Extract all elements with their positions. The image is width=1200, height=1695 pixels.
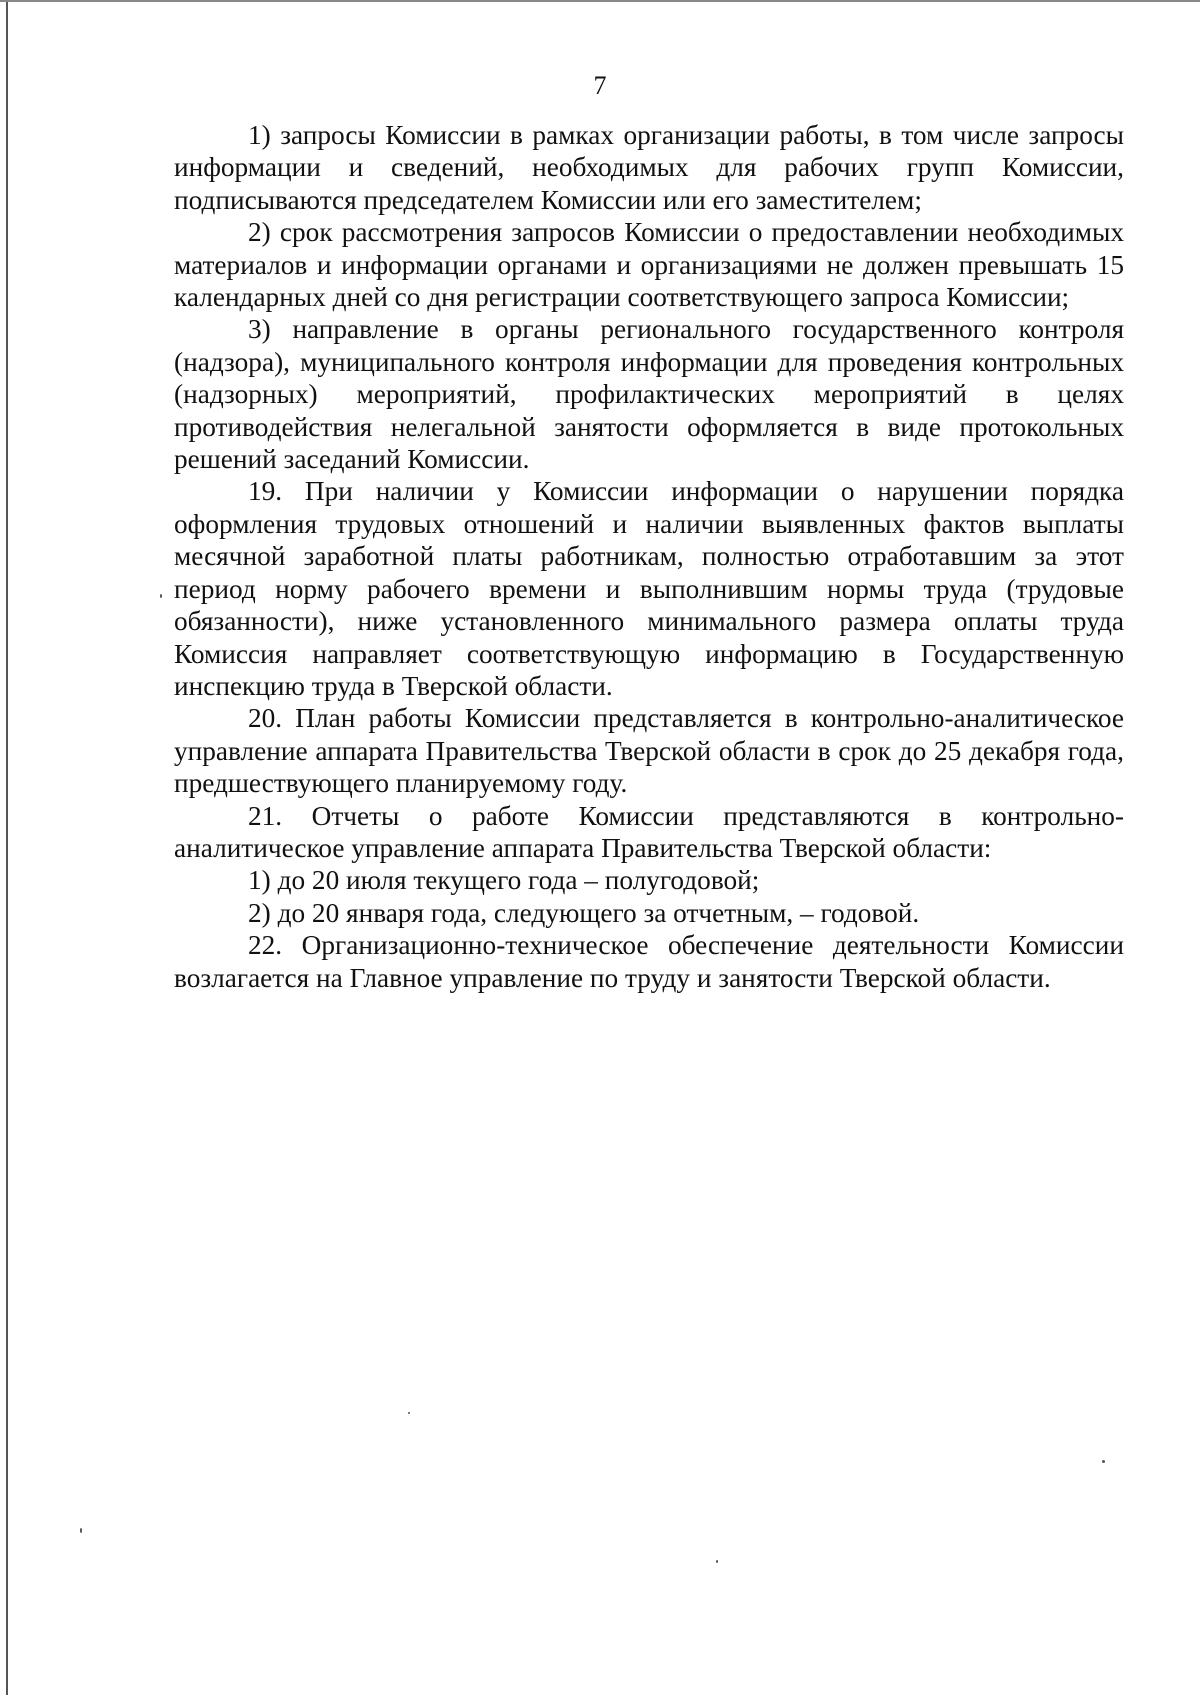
paragraph-item-1: 1) запросы Комиссии в рамках организации работы, в том числе запросы информации и сведений, необходимых для рабочих групп Комиссии, подписываются председателем Комиссии или его заместителем; [174,120,1124,215]
page-number: 7 [593,71,607,100]
scan-speck [80,1528,82,1533]
scan-speck [1102,1460,1105,1463]
scan-speck [716,1560,718,1563]
paragraph-21: 21. Отчеты о работе Комиссии представляются в контрольно-аналитическое управление аппарата Правительства Тверской области: [174,800,1124,863]
paragraph-item-3: 3) направление в органы регионального государственного контроля (надзора), муниципального контроля информации для проведения контрольных (надзорных) мероприятий, профилактических мероприятий в целях противодействия нелегальной занятости оформляется в виде протокольных решений заседаний Комиссии. [174,314,1124,475]
scan-left-edge [6,0,8,1695]
paragraph-20: 20. План работы Комиссии представляется в контрольно-аналитическое управление аппарата Правительства Тверской области в срок до 25 декабря года, предшествующего планируемому году. [174,703,1124,799]
document-body [174,119,1124,994]
paragraph-19: 19. При наличии у Комиссии информации о нарушении порядка оформления трудовых отношений и наличии выявленных фактов выплаты месячной заработной платы работникам, полностью отработавшим за этот период норму рабочего времени и выполнившим нормы труда (трудовые обязанности), ниже установленного минимального размера оплаты труда Комиссия направляет соответствующую информацию в Государственную инспекцию труда в Тверской области. [174,476,1124,701]
paragraph-21-item-1: 1) до 20 июля текущего года – полугодовой; [248,865,760,896]
scan-speck [160,594,162,598]
paragraph-22: 22. Организационно-техническое обеспечение деятельности Комиссии возлагается на Главное управление по труду и занятости Тверской области. [174,930,1124,993]
paragraph-21-item-2: 2) до 20 января года, следующего за отчетным, – годовой. [248,897,920,928]
paragraph-item-2: 2) срок рассмотрения запросов Комиссии о предоставлении необходимых материалов и информации органами и организациями не должен превышать 15 календарных дней со дня регистрации соответствующего запроса Комиссии; [174,217,1124,313]
scan-top-edge [0,0,1200,2]
scan-speck [408,1412,410,1414]
